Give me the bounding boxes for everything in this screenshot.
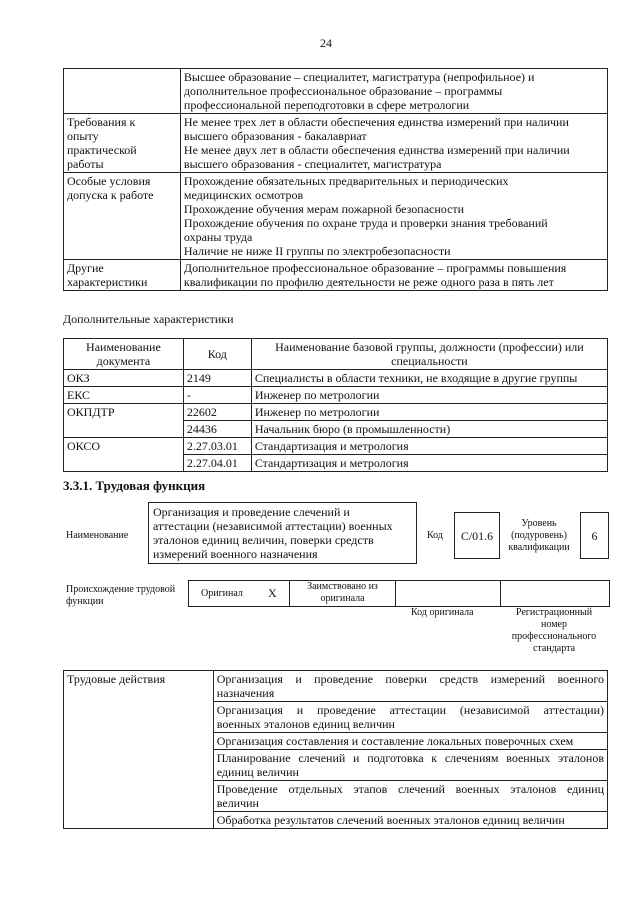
action-line: Организация и проведение аттестации (независимой аттестации)	[216, 703, 604, 717]
table-cell: Инженер по метрологии	[251, 387, 607, 404]
column-header	[64, 339, 184, 370]
row-label	[64, 114, 181, 173]
table-cell: 22602	[183, 404, 251, 421]
column-header	[251, 339, 607, 370]
table-row	[64, 114, 608, 173]
content-line: Не менее двух лет в области обеспечения единства измерений при наличии	[183, 143, 570, 157]
action-line: назначения	[216, 686, 275, 700]
table-cell: ОКСО	[64, 438, 184, 472]
function-name-line: аттестации (независимой аттестации) военных	[153, 519, 393, 533]
level-label-line: Уровень	[521, 518, 557, 529]
origin-label-line: функции	[66, 596, 104, 607]
level-label	[500, 518, 578, 554]
registration-line: стандарта	[532, 643, 576, 654]
registration-line: профессионального	[511, 631, 597, 642]
label-line: практической	[67, 143, 137, 157]
level-label-line: квалификации	[508, 542, 570, 553]
content-line: дополнительное профессиональное образование – программы	[183, 84, 503, 98]
table-cell: 2.27.03.01	[183, 438, 251, 455]
registration-line: Регистрационный	[515, 607, 593, 618]
table-cell: 2.27.04.01	[183, 455, 251, 472]
row-content	[180, 173, 607, 260]
additional-characteristics-heading: Дополнительные характеристики	[63, 312, 234, 326]
content-line: Высшее образование – специалитет, магистратура (непрофильное) и	[183, 70, 535, 84]
content-line: профессиональной переподготовки в сфере метрологии	[183, 98, 470, 112]
origin-row-box	[188, 580, 610, 607]
row-content	[180, 114, 607, 173]
row-label	[64, 69, 181, 114]
additional-characteristics-table	[63, 338, 608, 472]
original-mark: X	[268, 586, 277, 600]
code-value: C/01.6	[460, 529, 494, 543]
label-line: Другие	[67, 261, 104, 275]
content-line: Прохождение обучения по охране труда и проверки знания требований	[183, 216, 548, 230]
label-line: Особые условия	[67, 174, 151, 188]
table-cell: Начальник бюро (в промышленности)	[251, 421, 607, 438]
table-row	[64, 438, 608, 455]
header-line: Код	[207, 347, 227, 361]
header-line: специальности	[391, 354, 468, 368]
function-name-line: измерений военного назначения	[153, 547, 318, 561]
content-line: медицинских осмотров	[183, 188, 304, 202]
label-line: характеристики	[67, 275, 148, 289]
header-line: Наименование	[86, 340, 161, 354]
table-cell: 2149	[183, 370, 251, 387]
table-row	[64, 173, 608, 260]
labor-actions-table	[63, 670, 608, 829]
table-row	[64, 404, 608, 421]
label-line: опыту	[67, 129, 99, 143]
borrowed-line: оригинала	[320, 593, 365, 604]
page-number: 24	[320, 36, 332, 50]
table-row	[64, 387, 608, 404]
code-original-label: Код оригинала	[411, 607, 474, 618]
action-line: Обработка результатов слечений военных эталонов единиц величин	[216, 813, 565, 827]
content-line: высшего образования - специалитет, магистратура	[183, 157, 442, 171]
action-line: Проведение отдельных этапов слечений военных эталонов единиц	[216, 782, 604, 796]
action-line: военных эталонов единиц величин	[216, 717, 395, 731]
content-line: Прохождение обязательных предварительных и периодических	[183, 174, 509, 188]
table-cell: Стандартизация и метрология	[251, 455, 607, 472]
function-name-line: Организация и проведение слечений и	[153, 505, 350, 519]
table-row	[64, 260, 608, 291]
action-item	[213, 781, 607, 812]
action-item	[213, 812, 607, 829]
row-content	[180, 69, 607, 114]
actions-label: Трудовые действия	[64, 671, 214, 829]
column-header	[183, 339, 251, 370]
level-label-line: (подуровень)	[511, 530, 567, 541]
requirements-table	[63, 68, 608, 291]
content-line: квалификации по профилю деятельности не реже одного раза в пять лет	[183, 275, 554, 289]
table-cell: ОКЗ	[64, 370, 184, 387]
row-label	[64, 173, 181, 260]
table-row	[64, 370, 608, 387]
table-cell: Инженер по метрологии	[251, 404, 607, 421]
code-label: Код	[427, 530, 443, 541]
registration-line: номер	[541, 619, 567, 630]
origin-divider	[395, 580, 396, 606]
action-item	[213, 733, 607, 750]
original-label: Оригинал	[201, 588, 243, 599]
table-row	[64, 671, 608, 702]
action-item	[213, 671, 607, 702]
content-line: высшего образования - бакалавриат	[183, 129, 367, 143]
table-cell: Специалисты в области техники, не входящие в другие группы	[251, 370, 607, 387]
action-item	[213, 750, 607, 781]
label-line: Требования к	[67, 115, 136, 129]
table-cell: Стандартизация и метрология	[251, 438, 607, 455]
action-line: Планирование слечений и подготовка к слечениям военных эталонов	[216, 751, 604, 765]
content-line: Не менее трех лет в области обеспечения единства измерений при наличии	[183, 115, 569, 129]
function-name-line: эталонов единиц величин, поверки средств	[153, 533, 374, 547]
label-line: допуска к работе	[67, 188, 154, 202]
row-content	[180, 260, 607, 291]
borrowed-line: Заимствовано из	[307, 581, 378, 592]
origin-divider	[500, 580, 501, 606]
origin-label	[66, 584, 175, 608]
header-line: Наименование базовой группы, должности (профессии) или	[275, 340, 584, 354]
content-line: Прохождение обучения мерам пожарной безопасности	[183, 202, 465, 216]
table-cell: ЕКС	[64, 387, 184, 404]
origin-label-line: Происхождение трудовой	[66, 584, 176, 595]
action-line: величин	[216, 796, 259, 810]
registration-number-label	[500, 607, 608, 655]
level-value: 6	[591, 529, 598, 543]
table-cell: 24436	[183, 421, 251, 438]
section-title: 3.3.1. Трудовая функция	[63, 478, 206, 493]
header-line: документа	[96, 354, 151, 368]
function-name-label: Наименование	[66, 530, 129, 541]
label-line: работы	[67, 157, 104, 171]
content-line: охраны труда	[183, 230, 253, 244]
row-label	[64, 260, 181, 291]
content-line: Дополнительное профессиональное образование – программы повышения	[183, 261, 567, 275]
action-line: Организация составления и составление локальных поверочных схем	[216, 734, 574, 748]
action-line: единиц величин	[216, 765, 299, 779]
content-line: Наличие не ниже II группы по электробезопасности	[183, 244, 451, 258]
action-line: Организация и проведение поверки средств измерений военного	[216, 672, 604, 686]
borrowed-label	[290, 581, 395, 605]
table-cell: ОКПДТР	[64, 404, 184, 438]
table-cell: -	[183, 387, 251, 404]
table-row	[64, 69, 608, 114]
function-name-box	[148, 502, 417, 564]
table-header-row	[64, 339, 608, 370]
action-item	[213, 702, 607, 733]
